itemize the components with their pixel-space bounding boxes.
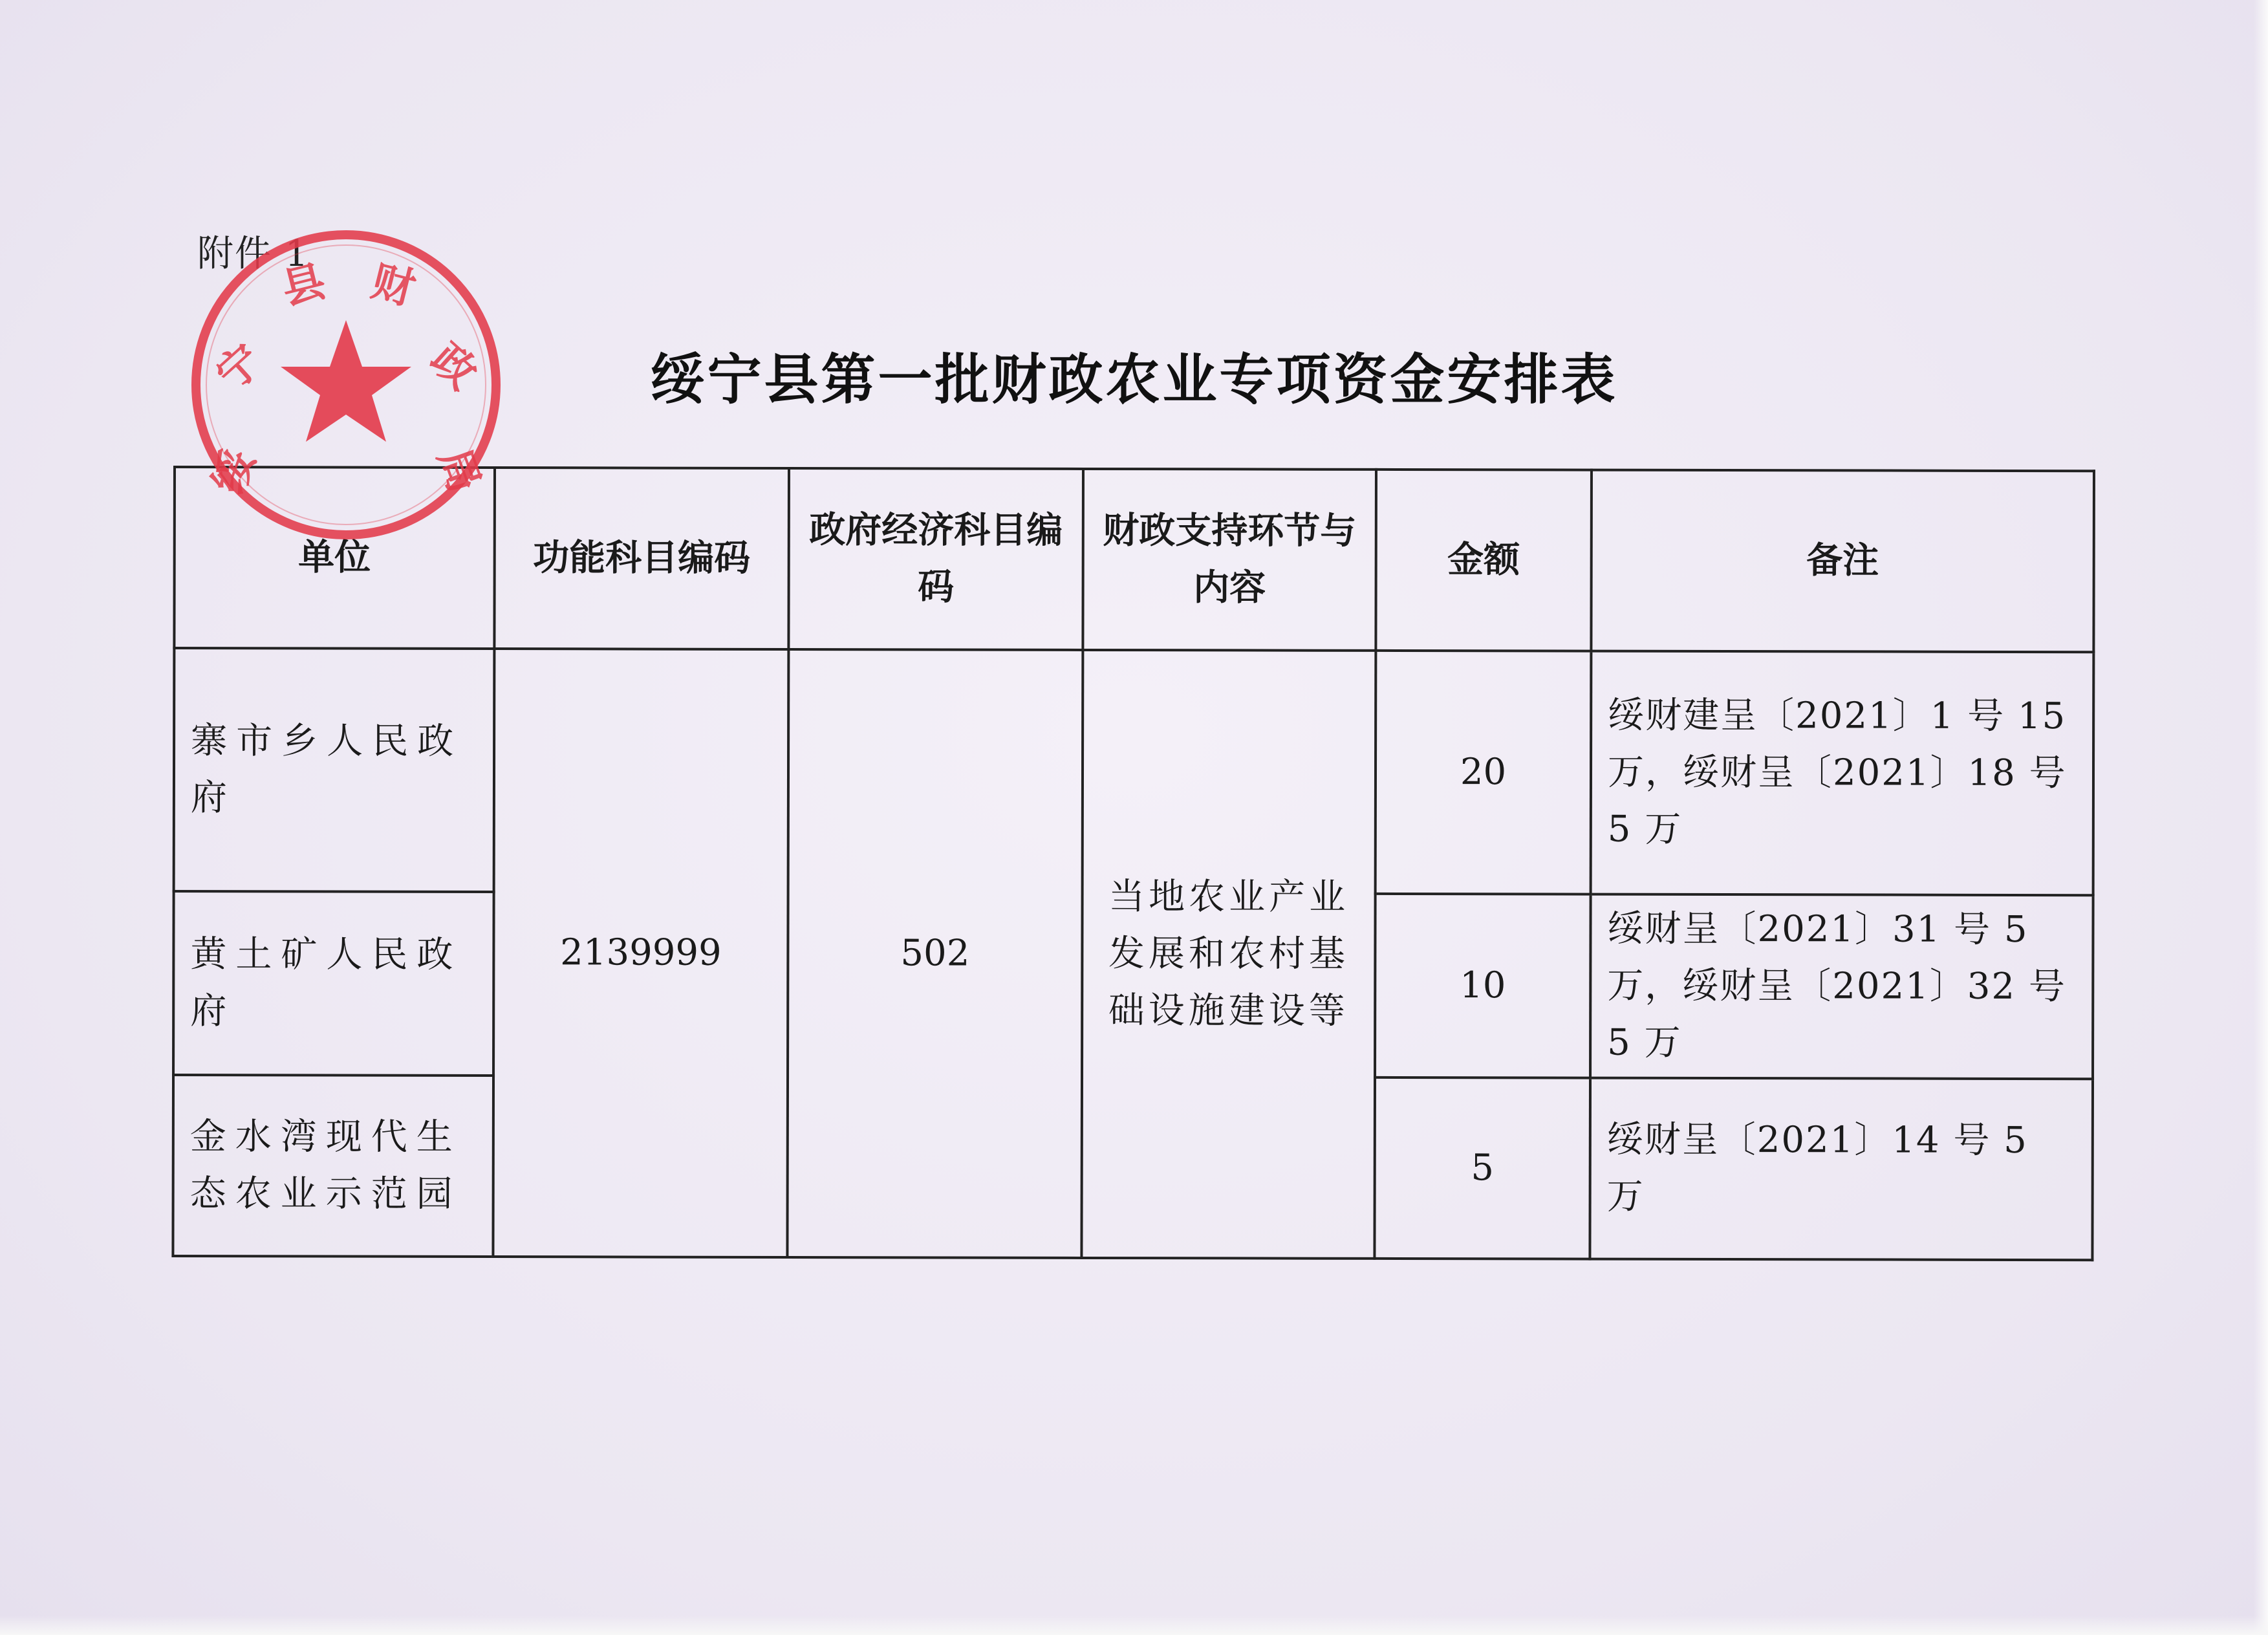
amount-cell: 20 <box>1376 651 1592 894</box>
allocation-table <box>171 466 2095 1261</box>
header-support-content: 财政支持环节与内容 <box>1083 469 1376 651</box>
header-amount: 金额 <box>1376 470 1592 651</box>
amount-cell: 5 <box>1374 1077 1590 1259</box>
svg-text:绥: 绥 <box>203 443 265 501</box>
svg-text:政: 政 <box>421 333 487 399</box>
header-function-code: 功能科目编码 <box>494 468 789 649</box>
header-gov-econ-code: 政府经济科目编码 <box>788 468 1083 650</box>
table-row <box>174 648 2094 895</box>
header-unit: 单位 <box>174 467 495 649</box>
svg-text:局: 局 <box>428 442 490 499</box>
remark-cell: 绥财呈〔2021〕14 号 5 万 <box>1590 1078 2093 1261</box>
gov-econ-code-cell: 502 <box>787 649 1083 1258</box>
unit-cell: 寨市乡人民政府 <box>174 648 495 892</box>
support-content-cell: 当地农业产业发展和农村基础设施建设等 <box>1081 650 1376 1259</box>
document-title: 绥宁县第一批财政农业专项资金安排表 <box>650 348 1618 411</box>
svg-text:财: 财 <box>367 255 420 315</box>
svg-text:县: 县 <box>277 255 330 315</box>
header-remark: 备注 <box>1591 470 2094 653</box>
svg-text:宁: 宁 <box>206 334 272 400</box>
attachment-label: 附件 1 <box>197 233 310 275</box>
table-header-row <box>174 467 2094 652</box>
scan-edge <box>2254 0 2268 1635</box>
scan-edge <box>0 1616 2268 1635</box>
remark-cell: 绥财呈〔2021〕31 号 5 万，绥财呈〔2021〕32 号 5 万 <box>1590 894 2093 1079</box>
unit-cell: 黄土矿人民政府 <box>173 891 494 1076</box>
unit-cell: 金水湾现代生态农业示范园 <box>173 1075 493 1257</box>
function-code-cell: 2139999 <box>493 649 788 1257</box>
remark-cell: 绥财建呈〔2021〕1 号 15 万，绥财呈〔2021〕18 号 5 万 <box>1591 651 2094 896</box>
amount-cell: 10 <box>1375 894 1591 1078</box>
